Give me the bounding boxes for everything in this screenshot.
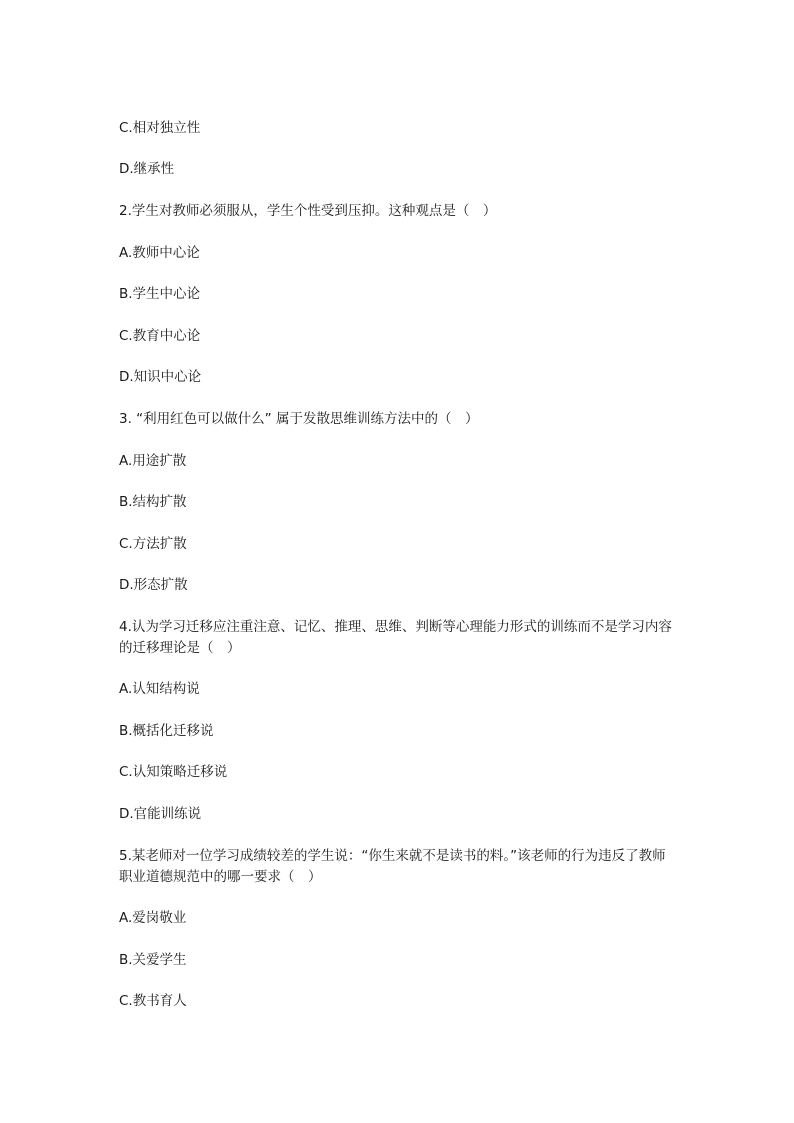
- q5-option-c: C.教书育人: [119, 993, 187, 1009]
- option-c-independence: C.相对独立性: [119, 120, 201, 136]
- question-5: 5.某老师对一位学习成绩较差的学生说：“你生来就不是读书的料。”该老师的行为违反了教师职业道德规范中的哪一要求（ ）: [119, 848, 666, 885]
- q4-option-d: D.官能训练说: [119, 806, 202, 822]
- q3-option-b: B.结构扩散: [119, 494, 187, 510]
- q4-option-a: A.认知结构说: [119, 681, 200, 697]
- question-2: 2.学生对教师必须服从，学生个性受到压抑。这种观点是（ ）: [119, 203, 497, 219]
- q2-option-a: A.教师中心论: [119, 245, 200, 261]
- question-4: 4.认为学习迁移应注重注意、记忆、推理、思维、判断等心理能力形式的训练而不是学习内容的迁移理论是（ ）: [119, 619, 672, 656]
- q2-option-d: D.知识中心论: [119, 369, 202, 385]
- q3-option-a: A.用途扩散: [119, 453, 187, 469]
- q5-option-b: B.关爱学生: [119, 952, 187, 968]
- q4-option-c: C.认知策略迁移说: [119, 764, 228, 780]
- question-3: 3. “利用红色可以做什么” 属于发散思维训练方法中的（ ）: [119, 411, 479, 427]
- q3-option-d: D.形态扩散: [119, 577, 188, 593]
- q2-option-b: B.学生中心论: [119, 286, 201, 302]
- q5-option-a: A.爱岗敬业: [119, 910, 187, 926]
- q4-option-b: B.概括化迁移说: [119, 723, 214, 739]
- q2-option-c: C.教育中心论: [119, 328, 201, 344]
- option-d-inheritance: D.继承性: [119, 161, 175, 177]
- q3-option-c: C.方法扩散: [119, 536, 187, 552]
